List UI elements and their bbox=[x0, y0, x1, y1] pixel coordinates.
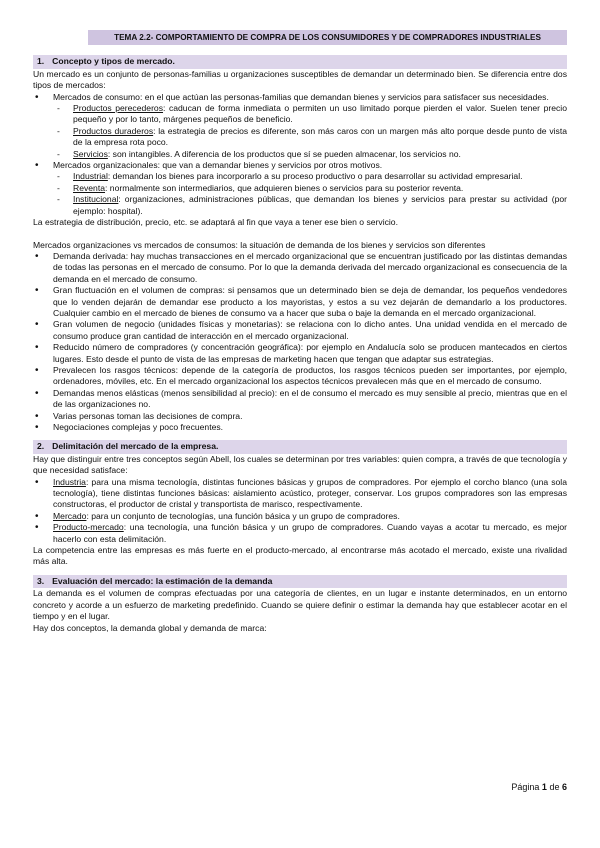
sub-list-item bbox=[33, 103, 567, 126]
paragraph: Un mercado es un conjunto de personas-familias u organizaciones susceptibles de demandar un determinado bien. Se diferencia entre dos tipos de mercados: bbox=[33, 68, 567, 91]
term: Industrial bbox=[73, 171, 108, 182]
paragraph: Hay dos conceptos, la demanda global y demanda de marca: bbox=[33, 622, 267, 633]
term: Mercado bbox=[53, 510, 87, 521]
term: Mercados de consumo bbox=[53, 91, 140, 102]
abell-concepts-list bbox=[33, 477, 567, 545]
page-number bbox=[511, 782, 567, 793]
definition: : la estrategia de precios es diferente, son más caros con un margen más alto porque desde punto de vista de la empresa rota poco. bbox=[73, 125, 567, 148]
term: Producto-mercado bbox=[53, 522, 124, 533]
sub-list-item bbox=[33, 171, 567, 182]
paragraph: La competencia entre las empresas es más fuerte en el producto-mercado, al encontrarse más acotado el mercado, existe una rivalidad más alta. bbox=[33, 545, 567, 567]
list-item: • Demanda derivada: hay muchas transacciones en el mercado organizacional que se encuentran justificado por las distintas demandas de todas las personas en el mercado de consumo. Por lo que la demanda derivada del mercado organizacional es consecuencia de la demanda en el mercado de consumo. bbox=[33, 251, 567, 285]
term: Institucional bbox=[73, 194, 119, 205]
definition: : son intangibles. A diferencia de los productos que sí se pueden almacenar, los servicios no. bbox=[107, 148, 461, 159]
current-page: 1 bbox=[541, 782, 547, 792]
definition: : caducan de forma inmediata o permiten un uso limitado porque pierden el valor. Suelen tener precio pequeño y por lo tanto, márgenes pequeños de beneficio. bbox=[73, 103, 567, 125]
term: Mercados organizacionales bbox=[53, 160, 158, 171]
definition: : que van a demandar bienes y servicios por otros motivos. bbox=[157, 160, 383, 171]
definition: : normalmente son intermediarios, que adquieren bienes o servicios para su posterior reventa. bbox=[105, 182, 464, 193]
paragraph: Hay que distinguir entre tres conceptos según Abell, los cuales se determinan por tres variables: quien compra, a través de que tecnología y que necesidad satisface: bbox=[33, 453, 567, 476]
page-of-label: de bbox=[549, 782, 560, 792]
paragraph: La demanda es el volumen de compras efectuadas por una categoría de clientes, en un lugar e instante determinados, en un entorno concreto y acorde a un esfuerzo de marketing predefinido. Cuando se quiere definir o estimar la demanda hay que establecer acotar en el tiempo y en el lugar. bbox=[33, 588, 567, 622]
page-label: Página bbox=[511, 782, 540, 792]
section-2-heading bbox=[33, 440, 567, 453]
list-item: • Varias personas toman las decisiones de compra. bbox=[33, 411, 567, 422]
section-1-heading bbox=[33, 55, 567, 68]
list-item: • Gran fluctuación en el volumen de compras: si pensamos que un determinado bien se deja de demandar, los pequeños vendedores que lo venden dejarán de demandar ese producto a los mayoristas, y estos a su vez dejarán de demandarlo a los productores. Cualquier cambio en el mercado de bienes de consumo va a hacer que suba o baje la demanda en el mercado organizacional. bbox=[33, 285, 567, 319]
list-item: • Gran volumen de negocio (unidades físicas y monetarias): se relaciona con lo dicho antes. Una unidad vendida en el mercado de consumo produce gran cantidad de interacción en el mercado organizacional. bbox=[33, 319, 567, 342]
list-item bbox=[33, 511, 567, 522]
section-title: Delimitación del mercado de la empresa. bbox=[52, 441, 219, 452]
term: Reventa bbox=[73, 182, 106, 193]
section-number: 1. bbox=[37, 56, 45, 67]
list-item bbox=[33, 160, 567, 171]
sub-list-item bbox=[33, 194, 567, 217]
document-title: TEMA 2.2- COMPORTAMIENTO DE COMPRA DE LOS CONSUMIDORES Y DE COMPRADORES INDUSTRIALES bbox=[88, 30, 567, 45]
term: Productos duraderos bbox=[73, 125, 154, 136]
sub-list-item bbox=[33, 126, 567, 149]
section-title: Evaluación del mercado: la estimación de la demanda bbox=[52, 575, 273, 586]
paragraph: La estrategia de distribución, precio, etc. se adaptará al fin que vaya a tener ese bien o servicio. bbox=[33, 217, 398, 228]
differences-list bbox=[33, 251, 567, 434]
term: Productos perecederos bbox=[73, 103, 164, 114]
term: Servicios bbox=[73, 148, 108, 159]
sub-list-item bbox=[33, 183, 567, 194]
section-title: Concepto y tipos de mercado. bbox=[52, 56, 175, 67]
term: Industria bbox=[53, 476, 86, 487]
definition: : en el que actúan las personas-familias que demandan bienes y servicios para satisfacer sus necesidades. bbox=[139, 91, 549, 102]
section-number: 3. bbox=[37, 575, 45, 586]
definition: : para una misma tecnología, distintas funciones básicas y grupos de compradores. Por ejemplo el corcho blanco (una sola tecnología), tiene distintas funciones básicas: aislamiento acústico, proteger, conservar. Los grupos compradores son las empresas constructoras, el productor de cristal y transportista de marisco, respectivamente. bbox=[53, 476, 567, 510]
document-page bbox=[33, 30, 567, 634]
section-3-heading bbox=[33, 575, 567, 588]
list-item: • Reducido número de compradores (y concentración geográfica): por ejemplo en Andalucía solo se producen mantecados en ciertos lugares. Esto desde el punto de vista de las empresas de marketing hacen que tengan que adaptar sus estrategias. bbox=[33, 342, 567, 365]
definition: : para un conjunto de tecnologías, una función básica y un grupo de compradores. bbox=[86, 510, 400, 521]
definition: : organizaciones, administraciones públicas, que demandan los bienes y servicios para prestar su actividad (por ejemplo: hospital). bbox=[73, 194, 567, 216]
section-number: 2. bbox=[37, 441, 45, 452]
definition: : una tecnología, una función básica y un grupo de compradores. Cuando vayas a acotar tu mercado, es mejor hacerlo con esta delimitación. bbox=[53, 522, 567, 544]
list-item: • Negociaciones complejas y poco frecuentes. bbox=[33, 422, 567, 433]
list-item bbox=[33, 477, 567, 511]
total-pages: 6 bbox=[561, 782, 567, 792]
paragraph: Mercados organizaciones vs mercados de consumos: la situación de demanda de los bienes y servicios son diferentes bbox=[33, 239, 486, 250]
market-types-list bbox=[33, 92, 567, 217]
list-item bbox=[33, 522, 567, 545]
list-item: • Demandas menos elásticas (menos sensibilidad al precio): en el de consumo el mercado es muy sensible al precio, mientras que en el de las organizaciones no. bbox=[33, 388, 567, 411]
sub-list-item bbox=[33, 149, 567, 160]
list-item bbox=[33, 92, 567, 103]
definition: : demandan los bienes para incorporarlo a su proceso productivo o para desarrollar su actividad empresarial. bbox=[107, 171, 523, 182]
list-item: • Prevalecen los rasgos técnicos: depende de la categoría de productos, los rasgos técnicos pueden ser importantes, por ejemplo, ordenadores, móviles, etc. En el mercado organizacional los aspectos técnicos prevalecen más que en el mercado de consumo. bbox=[33, 365, 567, 388]
